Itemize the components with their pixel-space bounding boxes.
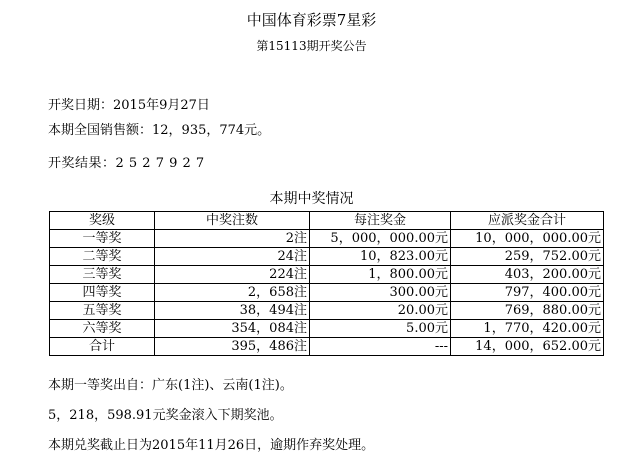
cell-total-per-ticket: ---: [310, 338, 451, 356]
cell-winning-count: 224注: [155, 266, 310, 284]
draw-result: 开奖结果：2 5 2 7 9 2 7: [48, 156, 205, 171]
cell-winning-count: 354，084注: [155, 320, 310, 338]
cell-total-payout: 10，000，000.00元: [451, 230, 604, 248]
cell-total-label: 合计: [50, 338, 155, 356]
cell-total-payout: 1，770，420.00元: [451, 320, 604, 338]
cell-winning-count: 2注: [155, 230, 310, 248]
cell-prize-per-ticket: 1，800.00元: [310, 266, 451, 284]
national-sales: 本期全国销售额：12，935，774元。: [48, 123, 271, 138]
table-row: [50, 266, 604, 284]
cell-prize-per-ticket: 5，000，000.00元: [310, 230, 451, 248]
cell-prize-level: 四等奖: [50, 284, 155, 302]
first-prize-origin: 本期一等奖出自：广东(1注)、云南(1注)。: [48, 378, 293, 393]
cell-prize-level: 五等奖: [50, 302, 155, 320]
cell-total-payout-sum: 14，000，652.00元: [451, 338, 604, 356]
table-row: [50, 302, 604, 320]
header-prize-per-ticket: 每注奖金: [310, 212, 451, 230]
cell-prize-per-ticket: 300.00元: [310, 284, 451, 302]
prize-table-title: 本期中奖情况: [269, 191, 354, 207]
cell-total-payout: 797，400.00元: [451, 284, 604, 302]
table-row: [50, 284, 604, 302]
cell-prize-per-ticket: 20.00元: [310, 302, 451, 320]
table-row: [50, 320, 604, 338]
cell-winning-count: 24注: [155, 248, 310, 266]
cell-winning-count: 38，494注: [155, 302, 310, 320]
header-winning-count: 中奖注数: [155, 212, 310, 230]
claim-deadline: 本期兑奖截止日为2015年11月26日，逾期作弃奖处理。: [48, 438, 375, 453]
draw-date: 开奖日期：2015年9月27日: [48, 98, 210, 113]
header-total-payout: 应派奖金合计: [451, 212, 604, 230]
table-total-row: [50, 338, 604, 356]
prize-table: [49, 211, 604, 356]
draw-issue-subtitle: 第15113期开奖公告: [256, 39, 367, 53]
cell-prize-per-ticket: 5.00元: [310, 320, 451, 338]
cell-prize-level: 三等奖: [50, 266, 155, 284]
announcement-title: 中国体育彩票7星彩: [246, 11, 377, 29]
cell-prize-level: 六等奖: [50, 320, 155, 338]
cell-prize-level: 二等奖: [50, 248, 155, 266]
table-row: [50, 248, 604, 266]
cell-total-payout: 403，200.00元: [451, 266, 604, 284]
cell-winning-count: 2，658注: [155, 284, 310, 302]
header-prize-level: 奖级: [50, 212, 155, 230]
cell-prize-per-ticket: 10，823.00元: [310, 248, 451, 266]
cell-total-payout: 259，752.00元: [451, 248, 604, 266]
table-header-row: [50, 212, 604, 230]
cell-prize-level: 一等奖: [50, 230, 155, 248]
rollover-amount: 5，218，598.91元奖金滚入下期奖池。: [48, 408, 283, 423]
cell-total-count: 395，486注: [155, 338, 310, 356]
table-row: [50, 230, 604, 248]
cell-total-payout: 769，880.00元: [451, 302, 604, 320]
